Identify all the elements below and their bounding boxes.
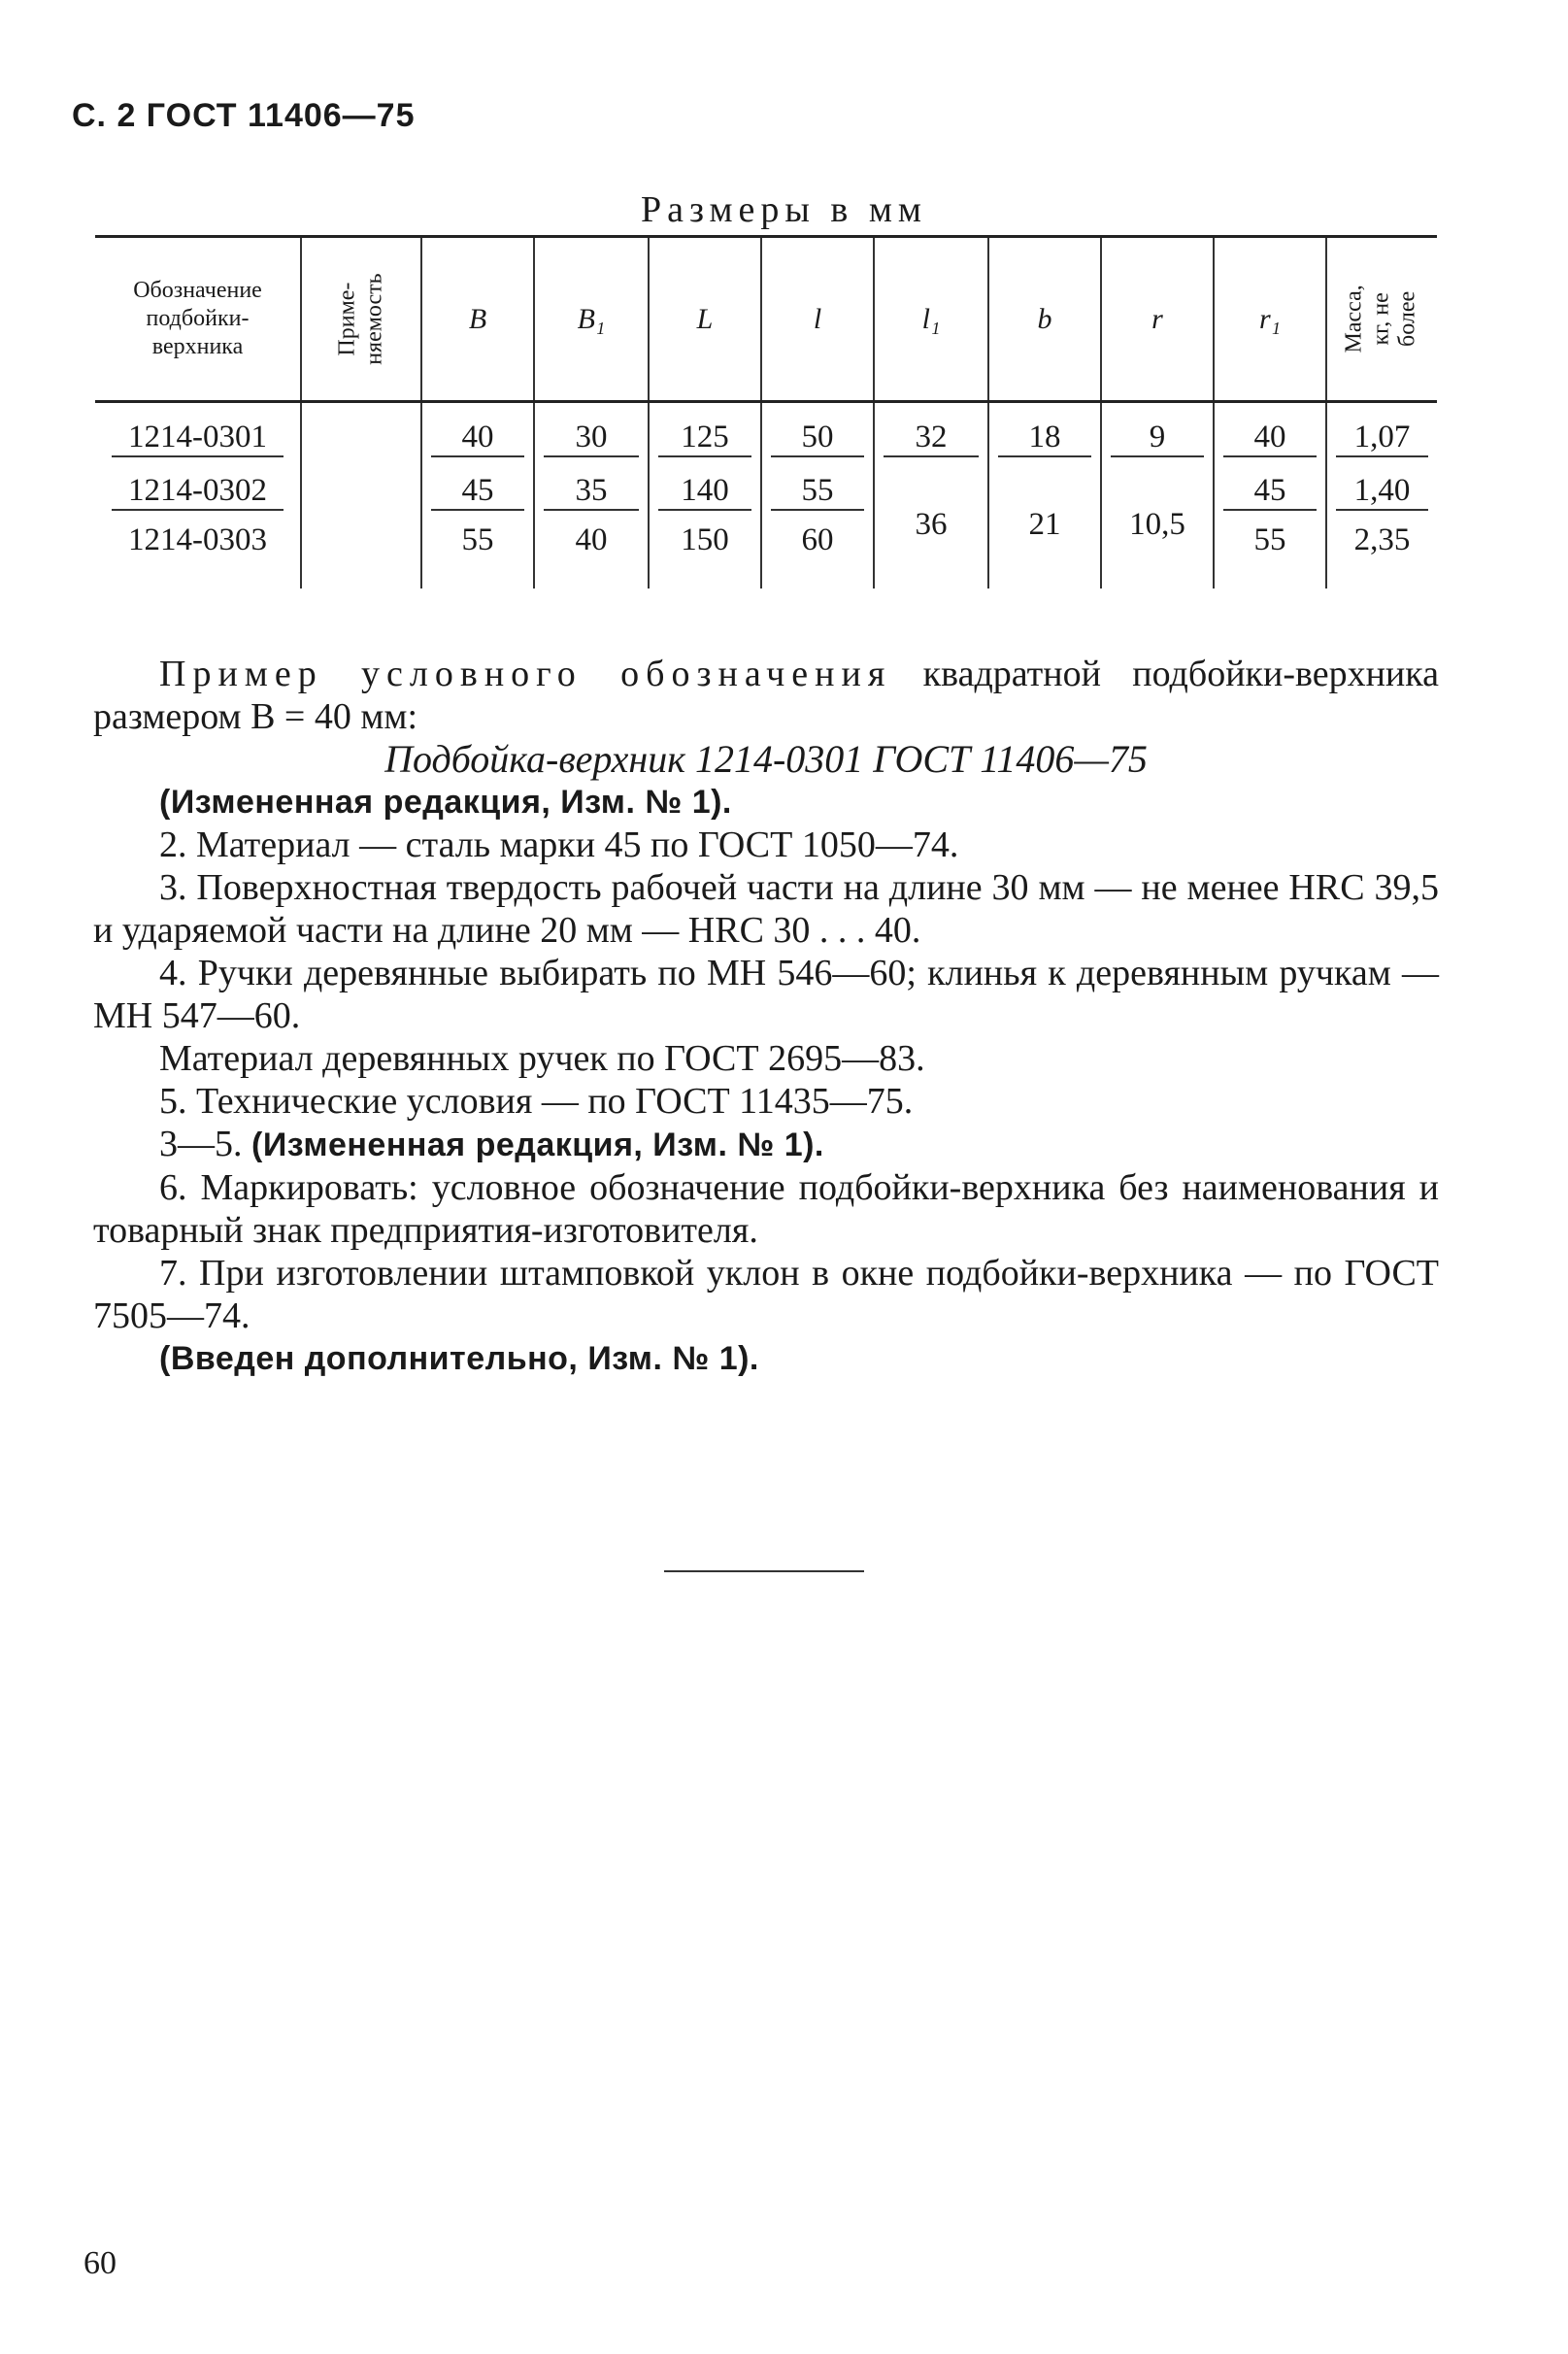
- col-header-l1: l₁: [874, 237, 988, 402]
- item-4-material: Материал деревянных ручек по ГОСТ 2695—83.: [159, 1038, 925, 1079]
- table-header-row: [95, 237, 1437, 402]
- change-note-3-5: 3—5. (Измененная редакция, Изм. № 1).: [159, 1124, 824, 1164]
- section-divider: [664, 1570, 864, 1572]
- table-row: [95, 462, 1437, 522]
- col-header-L: L: [649, 237, 761, 402]
- cell-B: 45: [421, 462, 534, 522]
- cell-B: 40: [421, 402, 534, 462]
- cell-l1-merged: 36: [874, 462, 988, 588]
- table-row: [95, 522, 1437, 588]
- item-2: 2. Материал — сталь марки 45 по ГОСТ 1050—74.: [159, 824, 959, 865]
- table-caption: Размеры в мм: [641, 189, 927, 230]
- dimensions-table: [95, 235, 1437, 588]
- change-note-1: (Измененная редакция, Изм. № 1).: [159, 784, 732, 821]
- cell-L: 125: [649, 402, 761, 462]
- col-header-B1: B₁: [534, 237, 649, 402]
- col-header-l: l: [761, 237, 874, 402]
- document-body: [93, 653, 1439, 1380]
- cell-applicability: [301, 462, 421, 522]
- cell-l1: 32: [874, 402, 988, 462]
- cell-L: 150: [649, 522, 761, 588]
- cell-r: 9: [1101, 402, 1214, 462]
- cell-designation: 1214-0302: [95, 462, 301, 522]
- cell-r1: 45: [1214, 462, 1326, 522]
- cell-B1: 40: [534, 522, 649, 588]
- col-header-designation: Обозначение подбойки-верхника: [133, 278, 262, 359]
- cell-mass: 2,35: [1326, 522, 1437, 588]
- cell-B: 55: [421, 522, 534, 588]
- item-3: 3. Поверхностная твердость рабочей части на длине 30 мм — не менее HRC 39,5 и ударяемой части на длине 20 мм — HRC 30 . . . 40.: [93, 867, 1439, 951]
- cell-applicability: [301, 522, 421, 588]
- cell-b: 18: [988, 402, 1101, 462]
- table-row: [95, 402, 1437, 462]
- col-header-b: b: [988, 237, 1101, 402]
- item-6: 6. Маркировать: условное обозначение подбойки-верхника без наименования и товарный знак предприятия-изготовителя.: [93, 1167, 1439, 1251]
- page-number: 60: [83, 2245, 117, 2281]
- col-header-applicability: Приме- няемость: [301, 237, 421, 402]
- cell-B1: 30: [534, 402, 649, 462]
- page-header: С. 2 ГОСТ 11406—75: [72, 97, 416, 134]
- cell-l: 55: [761, 462, 874, 522]
- change-note-added: (Введен дополнительно, Изм. № 1).: [159, 1340, 759, 1377]
- col-header-r1: r₁: [1214, 237, 1326, 402]
- item-7: 7. При изготовлении штамповкой уклон в окне подбойки-верхника — по ГОСТ 7505—74.: [93, 1253, 1439, 1336]
- cell-l: 60: [761, 522, 874, 588]
- cell-mass: 1,07: [1326, 402, 1437, 462]
- example-designation: Подбойка-верхник 1214-0301 ГОСТ 11406—75: [384, 737, 1148, 781]
- cell-L: 140: [649, 462, 761, 522]
- dimensions-table-wrapper: [95, 235, 1437, 588]
- cell-applicability: [301, 402, 421, 462]
- cell-B1: 35: [534, 462, 649, 522]
- item-4: 4. Ручки деревянные выбирать по МН 546—60; клинья к деревянным ручкам — МН 547—60.: [93, 953, 1439, 1036]
- cell-mass: 1,40: [1326, 462, 1437, 522]
- cell-l: 50: [761, 402, 874, 462]
- col-header-r: r: [1101, 237, 1214, 402]
- col-header-mass: Масса, кг, не более: [1326, 237, 1437, 402]
- cell-designation: 1214-0303: [128, 521, 267, 557]
- item-5: 5. Технические условия — по ГОСТ 11435—75.: [159, 1081, 914, 1122]
- cell-r1: 55: [1214, 522, 1326, 588]
- cell-r-merged: 10,5: [1101, 462, 1214, 588]
- col-header-B: B: [421, 237, 534, 402]
- example-intro: Пример условного обозначения квадратной подбойки-верхника размером B = 40 мм:: [93, 654, 1439, 737]
- cell-b-merged: 21: [988, 462, 1101, 588]
- cell-designation: 1214-0301: [95, 402, 301, 462]
- cell-r1: 40: [1214, 402, 1326, 462]
